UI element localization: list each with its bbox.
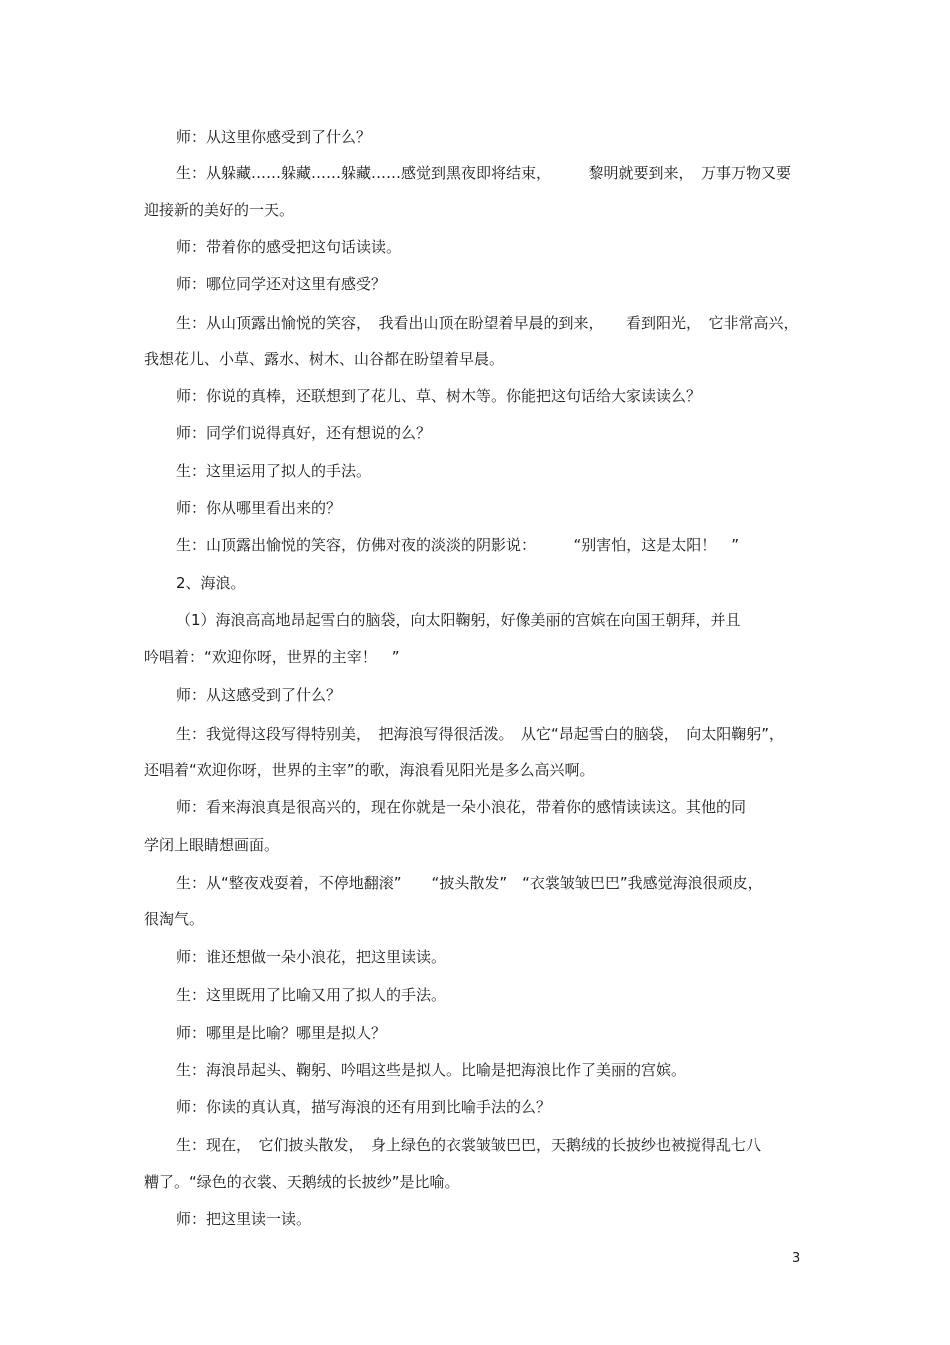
paragraph-line: 吟唱着：“欢迎你呀，世界的主宰！ ” xyxy=(144,648,400,666)
paragraph-line: 很淘气。 xyxy=(144,910,205,928)
paragraph-line: 生：这里既用了比喻又用了拟人的手法。 xyxy=(176,986,447,1004)
paragraph-line: 迎接新的美好的一天。 xyxy=(144,201,295,219)
paragraph-line: 师：你从哪里看出来的？ xyxy=(176,499,342,517)
page-number: 3 xyxy=(792,1251,801,1266)
paragraph-line: 师：哪位同学还对这里有感受？ xyxy=(176,275,387,293)
paragraph-line: 生：这里运用了拟人的手法。 xyxy=(176,462,372,480)
paragraph-line: 我想花儿、小草、露水、树木、山谷都在盼望着早晨。 xyxy=(144,350,505,368)
paragraph-line: 生：从“整夜戏耍着，不停地翻滚” “披头散发” “衣裳皱皱巴巴”我感觉海浪很顽皮， xyxy=(176,874,763,892)
paragraph-line: 师：从这感受到了什么？ xyxy=(176,686,342,704)
paragraph-line: （1）海浪高高地昂起雪白的脑袋，向太阳鞠躬，好像美丽的宫嫔在向国王朝拜，并且 xyxy=(176,611,741,629)
paragraph-line: 生：从山顶露出愉悦的笑容， 我看出山顶在盼望着早晨的到来， 看到阳光， 它非常高兴， xyxy=(176,314,799,332)
paragraph-line: 师：哪里是比喻？哪里是拟人？ xyxy=(176,1024,387,1042)
paragraph-line: 学闭上眼睛想画面。 xyxy=(144,836,280,854)
paragraph-line: 还唱着“欢迎你呀，世界的主宰”的歌，海浪看见阳光是多么高兴啊。 xyxy=(144,761,595,779)
paragraph-line: 师：你说的真棒，还联想到了花儿、草、树木等。你能把这句话给大家读读么？ xyxy=(176,387,702,405)
paragraph-line: 生：山顶露出愉悦的笑容，仿佛对夜的淡淡的阴影说： “别害怕，这是太阳！ ” xyxy=(176,536,740,554)
paragraph-line: 生：现在， 它们披头散发， 身上绿色的衣裳皱皱巴巴，天鹅绒的长披纱也被搅得乱七八 xyxy=(176,1136,762,1154)
paragraph-line: 生：我觉得这段写得特别美， 把海浪写得很活泼。 从它“昂起雪白的脑袋， 向太阳鞠躬”， xyxy=(176,725,785,743)
paragraph-line: 生：从躲藏……躲藏……躲藏……感觉到黑夜即将结束， 黎明就要到来， 万事万物又要 xyxy=(176,164,792,182)
paragraph-line: 师：从这里你感受到了什么？ xyxy=(176,128,372,146)
paragraph-line: 师：你读的真认真，描写海浪的还有用到比喻手法的么？ xyxy=(176,1098,552,1116)
paragraph-line: 生：海浪昂起头、鞠躬、吟唱这些是拟人。比喻是把海浪比作了美丽的宫嫔。 xyxy=(176,1061,687,1079)
paragraph-line: 师：看来海浪真是很高兴的，现在你就是一朵小浪花，带着你的感情读读这。其他的同 xyxy=(176,798,747,816)
paragraph-line: 师：谁还想做一朵小浪花，把这里读读。 xyxy=(176,948,447,966)
paragraph-line: 师：同学们说得真好，还有想说的么？ xyxy=(176,424,432,442)
paragraph-line: 糟了。“绿色的衣裳、天鹅绒的长披纱”是比喻。 xyxy=(144,1173,460,1191)
paragraph-line: 师：把这里读一读。 xyxy=(176,1210,312,1228)
section-heading: 2、海浪。 xyxy=(176,574,246,592)
paragraph-line: 师：带着你的感受把这句话读读。 xyxy=(176,238,402,256)
